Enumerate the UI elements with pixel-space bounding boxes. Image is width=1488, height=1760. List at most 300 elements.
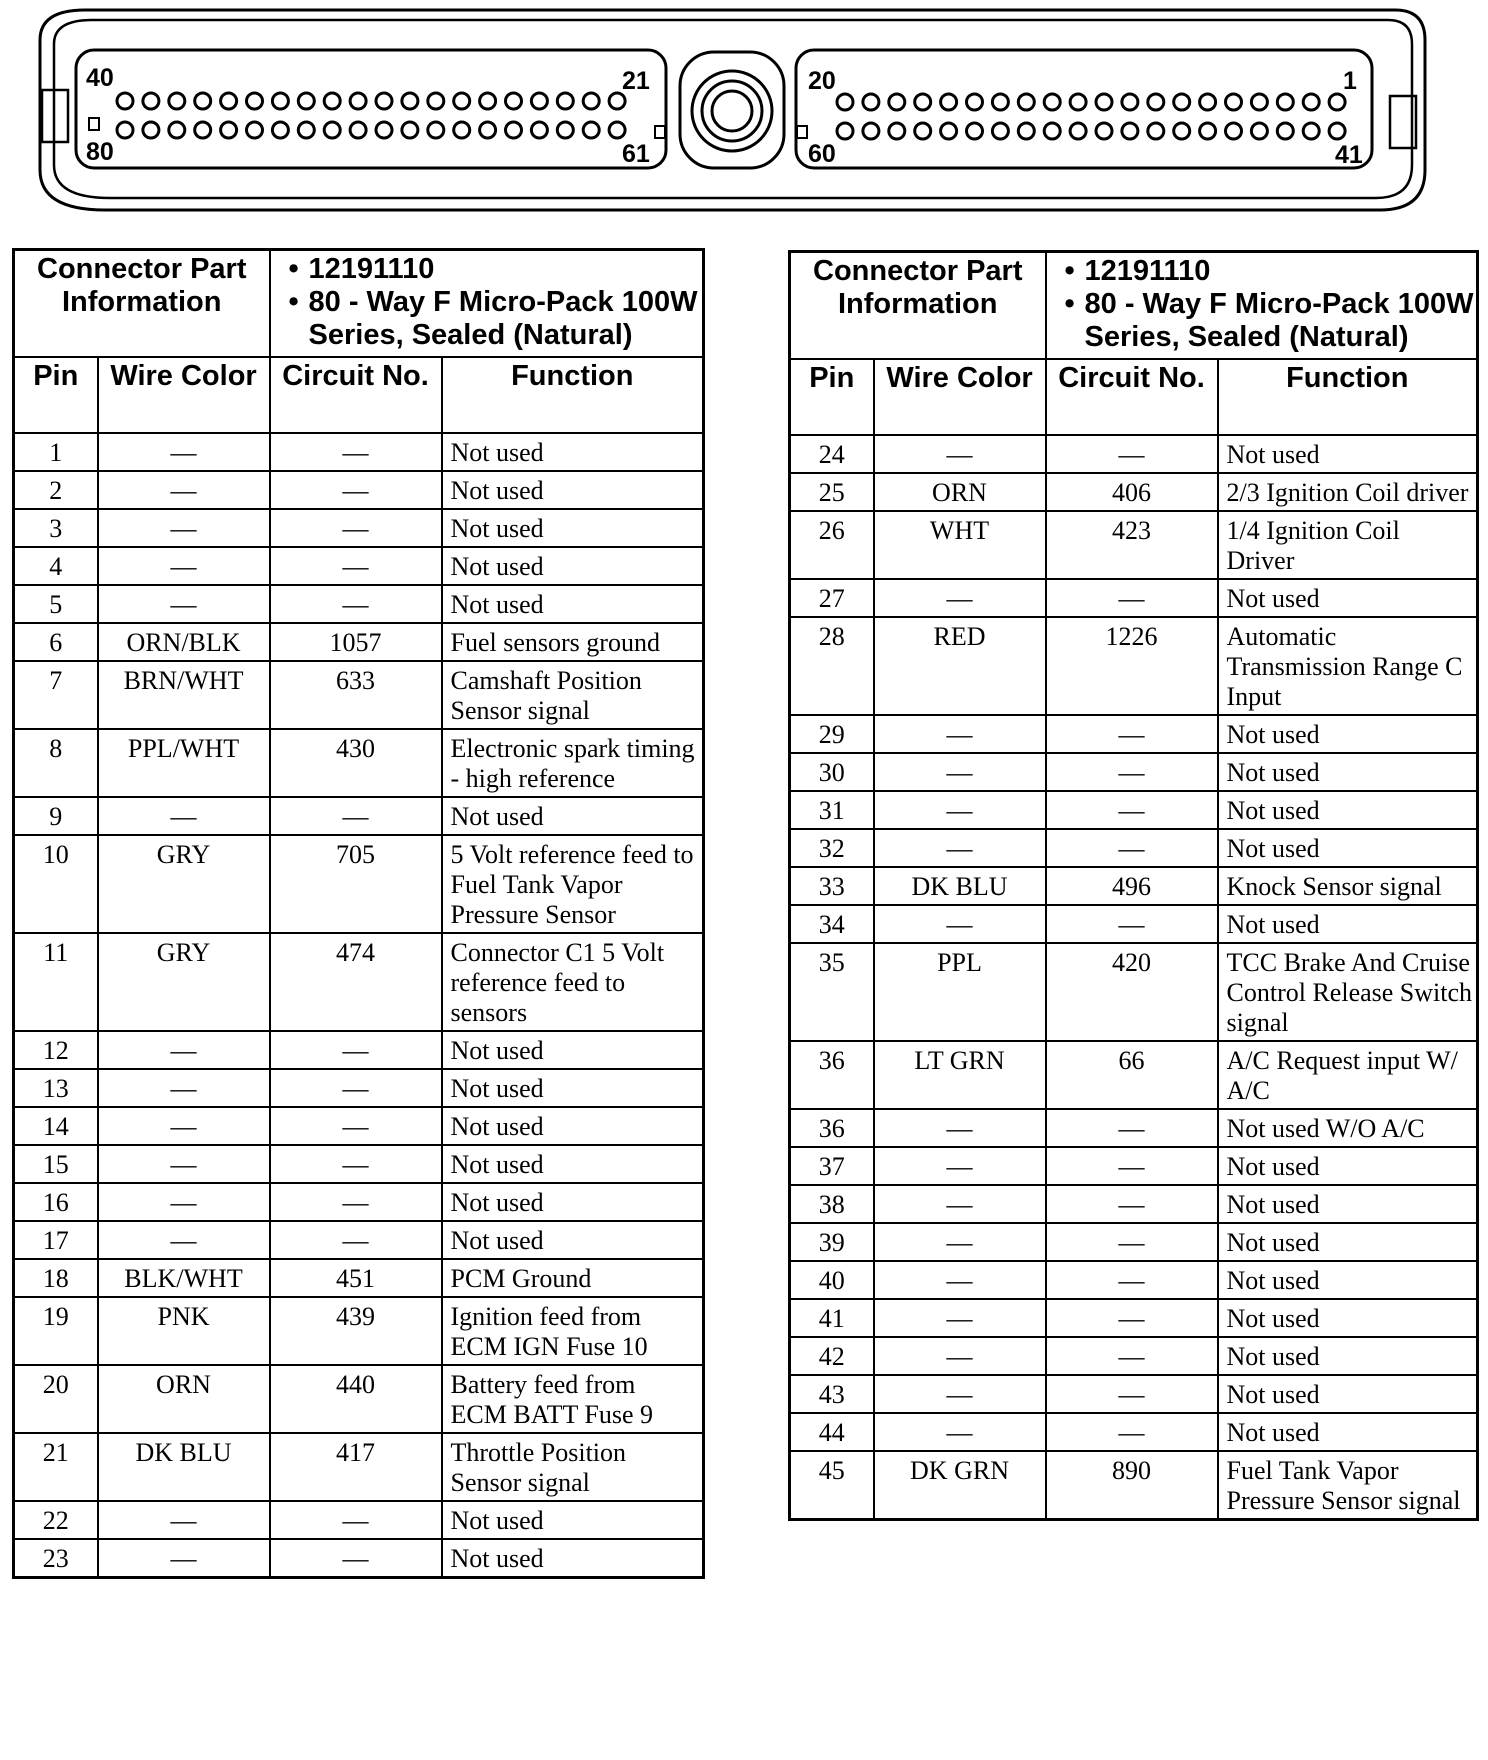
pin-label-41: 41 (1335, 141, 1363, 169)
circuit-number: — (1046, 1261, 1218, 1299)
circuit-number: — (1046, 753, 1218, 791)
pin-cavity-right-r1-10 (1070, 94, 1086, 110)
wire-color: — (874, 1261, 1046, 1299)
pin-function: Not used (1218, 1375, 1478, 1413)
pin-row (14, 547, 704, 585)
pin-number: 3 (14, 509, 98, 547)
pin-function: TCC Brake And Cruise Control Release Switch signal (1218, 943, 1478, 1041)
pin-cavities-left (117, 93, 625, 138)
pin-cavity-right-r1-5 (941, 94, 957, 110)
pin-function: Not used (1218, 435, 1478, 473)
pin-label-21: 21 (622, 67, 650, 95)
pin-number: 29 (790, 715, 874, 753)
col-header-circuit-no: Circuit No. (1046, 359, 1218, 435)
pin-number: 42 (790, 1337, 874, 1375)
pin-row (790, 579, 1478, 617)
wire-color: — (874, 1337, 1046, 1375)
pin-function: Fuel Tank Vapor Pressure Sensor signal (1218, 1451, 1478, 1520)
pin-function: Throttle Position Sensor signal (442, 1433, 704, 1501)
circuit-number: — (270, 1145, 442, 1183)
pin-cavity-right-r2-9 (1044, 123, 1060, 139)
col-header-pin: Pin (14, 357, 98, 433)
part-number: • 12191110 (1085, 255, 1477, 288)
pin-function: Knock Sensor signal (1218, 867, 1478, 905)
pin-function: A/C Request input W/ A/C (1218, 1041, 1478, 1109)
pin-function: Not used (442, 797, 704, 835)
pin-number: 14 (14, 1107, 98, 1145)
pin-cavity-left-r2-10 (350, 122, 366, 138)
pin-function: Not used W/O A/C (1218, 1109, 1478, 1147)
pin-cavity-left-r2-6 (247, 122, 263, 138)
pin-row (790, 511, 1478, 579)
pin-cavity-left-r1-2 (143, 93, 159, 109)
wire-color: GRY (98, 933, 270, 1031)
pin-cavity-left-r1-11 (376, 93, 392, 109)
pin-function: PCM Ground (442, 1259, 704, 1297)
circuit-number: 439 (270, 1297, 442, 1365)
pin-row (14, 1365, 704, 1433)
wire-color: RED (874, 617, 1046, 715)
circuit-number: — (1046, 1223, 1218, 1261)
pin-number: 40 (790, 1261, 874, 1299)
pin-cavity-right-r2-18 (1277, 123, 1293, 139)
pin-row (790, 943, 1478, 1041)
pin-function: Not used (442, 433, 704, 471)
pin-number: 45 (790, 1451, 874, 1520)
pin-function: 2/3 Ignition Coil driver (1218, 473, 1478, 511)
circuit-number: 406 (1046, 473, 1218, 511)
pin-row (790, 1109, 1478, 1147)
wire-color: WHT (874, 511, 1046, 579)
pin-number: 26 (790, 511, 874, 579)
wire-color: — (98, 1221, 270, 1259)
pin-cavity-left-r2-1 (117, 122, 133, 138)
pin-row (790, 791, 1478, 829)
pin-cavity-right-r2-15 (1200, 123, 1216, 139)
pin-row (790, 1223, 1478, 1261)
pin-cavity-left-r1-13 (428, 93, 444, 109)
pin-row (790, 1337, 1478, 1375)
pin-cavity-left-r2-12 (402, 122, 418, 138)
wire-color: — (874, 753, 1046, 791)
pin-cavity-left-r2-15 (480, 122, 496, 138)
connector-shell (40, 10, 1425, 210)
pin-number: 11 (14, 933, 98, 1031)
pin-function: Ignition feed from ECM IGN Fuse 10 (442, 1297, 704, 1365)
wire-color: — (98, 509, 270, 547)
pin-function: Not used (442, 1501, 704, 1539)
wire-color: BLK/WHT (98, 1259, 270, 1297)
pin-function: Not used (442, 547, 704, 585)
circuit-number: 423 (1046, 511, 1218, 579)
pin-row (790, 1185, 1478, 1223)
circuit-number: — (270, 509, 442, 547)
pin-function: 1/4 Ignition Coil Driver (1218, 511, 1478, 579)
circuit-number: — (270, 1069, 442, 1107)
wire-color: — (874, 1223, 1046, 1261)
pin-cavity-left-r2-20 (609, 122, 625, 138)
pin-function: 5 Volt reference feed to Fuel Tank Vapor Pressure Sensor (442, 835, 704, 933)
pin-cavity-right-r1-15 (1200, 94, 1216, 110)
pin-row (790, 617, 1478, 715)
pin-cavity-right-r1-4 (915, 94, 931, 110)
pin-function: Not used (442, 1031, 704, 1069)
col-header-wire-color: Wire Color (98, 357, 270, 433)
pin-function: Connector C1 5 Volt reference feed to sensors (442, 933, 704, 1031)
pin-cavity-left-r1-5 (221, 93, 237, 109)
pin-row (790, 829, 1478, 867)
pin-row (14, 933, 704, 1031)
pin-cavity-right-r1-16 (1226, 94, 1242, 110)
pin-number: 23 (14, 1539, 98, 1578)
pin-function: Automatic Transmission Range C Input (1218, 617, 1478, 715)
circuit-number: — (1046, 579, 1218, 617)
pin-number: 27 (790, 579, 874, 617)
column-header-row (790, 359, 1478, 435)
pin-row (790, 1041, 1478, 1109)
col-header-function: Function (1218, 359, 1478, 435)
pin-cavity-left-r1-19 (583, 93, 599, 109)
pin-number: 8 (14, 729, 98, 797)
wire-color: — (874, 791, 1046, 829)
circuit-number: — (270, 797, 442, 835)
pin-number: 4 (14, 547, 98, 585)
connector-part-info-value (1046, 252, 1478, 360)
pin-row (14, 433, 704, 471)
pin-row (14, 623, 704, 661)
pin-cavity-right-r2-3 (889, 123, 905, 139)
connector-part-info-value (270, 250, 704, 358)
pin-number: 30 (790, 753, 874, 791)
pin-cavity-right-r1-11 (1096, 94, 1112, 110)
pin-cavity-right-r1-19 (1303, 94, 1319, 110)
pin-row (790, 753, 1478, 791)
pin-cavity-left-r1-4 (195, 93, 211, 109)
connector-description: • 80 - Way F Micro-Pack 100W Series, Sealed (Natural) (309, 286, 703, 352)
pin-number: 21 (14, 1433, 98, 1501)
pin-cavity-right-r2-12 (1122, 123, 1138, 139)
wire-color: — (98, 1107, 270, 1145)
circuit-number: — (270, 433, 442, 471)
pin-cavity-left-r1-7 (272, 93, 288, 109)
pin-function: Not used (1218, 1299, 1478, 1337)
wire-color: — (874, 1185, 1046, 1223)
pin-row (14, 585, 704, 623)
pin-row (790, 905, 1478, 943)
connector-info-row (14, 250, 704, 358)
wire-color: DK BLU (98, 1433, 270, 1501)
pin-cavity-right-r2-8 (1018, 123, 1034, 139)
column-header-row (14, 357, 704, 433)
wire-color: — (874, 905, 1046, 943)
pin-number: 15 (14, 1145, 98, 1183)
pin-cavity-left-r2-16 (506, 122, 522, 138)
wire-color: — (98, 797, 270, 835)
circuit-number: 66 (1046, 1041, 1218, 1109)
circuit-number: — (270, 1183, 442, 1221)
pin-number: 25 (790, 473, 874, 511)
pin-number: 41 (790, 1299, 874, 1337)
pin-number: 44 (790, 1413, 874, 1451)
pin-label-60: 60 (808, 140, 836, 168)
pin-cavity-right-r1-3 (889, 94, 905, 110)
pin-number: 5 (14, 585, 98, 623)
col-header-pin: Pin (790, 359, 874, 435)
pin-function: Not used (1218, 1337, 1478, 1375)
circuit-number: — (270, 547, 442, 585)
wire-color: — (874, 1413, 1046, 1451)
wire-color: PPL (874, 943, 1046, 1041)
circuit-number: — (1046, 1185, 1218, 1223)
pin-cavity-right-r1-18 (1277, 94, 1293, 110)
pin-function: Not used (442, 1069, 704, 1107)
circuit-number: 474 (270, 933, 442, 1031)
pin-number: 37 (790, 1147, 874, 1185)
pin-cavity-left-r2-11 (376, 122, 392, 138)
pin-function: Not used (1218, 1261, 1478, 1299)
wire-color: — (98, 1501, 270, 1539)
pin-row (14, 835, 704, 933)
pin-cavity-right-r2-11 (1096, 123, 1112, 139)
pin-row (14, 1069, 704, 1107)
pin-cavity-right-r1-20 (1329, 94, 1345, 110)
wire-color: ORN (98, 1365, 270, 1433)
pinout-rows (790, 435, 1478, 1520)
pin-cavity-left-r1-14 (454, 93, 470, 109)
pin-function: Battery feed from ECM BATT Fuse 9 (442, 1365, 704, 1433)
pin-number: 18 (14, 1259, 98, 1297)
pin-number: 24 (790, 435, 874, 473)
pin-row (790, 473, 1478, 511)
pin-row (14, 661, 704, 729)
pin-number: 34 (790, 905, 874, 943)
pin-number: 22 (14, 1501, 98, 1539)
pin-cavity-right-r2-2 (863, 123, 879, 139)
pin-number: 43 (790, 1375, 874, 1413)
wire-color: — (98, 433, 270, 471)
pin-row (790, 435, 1478, 473)
pin-cavity-right-r2-1 (837, 123, 853, 139)
pin-function: Camshaft Position Sensor signal (442, 661, 704, 729)
pin-function: Not used (1218, 1223, 1478, 1261)
pin-label-80: 80 (86, 138, 114, 166)
wire-color: — (98, 585, 270, 623)
wire-color: — (98, 1145, 270, 1183)
pinout-table-right (788, 250, 1479, 1521)
circuit-number: — (1046, 905, 1218, 943)
pin-number: 16 (14, 1183, 98, 1221)
connector-face-diagram (0, 0, 1488, 225)
wire-color: PNK (98, 1297, 270, 1365)
wire-color: — (98, 1031, 270, 1069)
circuit-number: — (270, 1107, 442, 1145)
pin-function: Not used (442, 509, 704, 547)
col-header-circuit-no: Circuit No. (270, 357, 442, 433)
pin-number: 35 (790, 943, 874, 1041)
circuit-number: 430 (270, 729, 442, 797)
wire-color: GRY (98, 835, 270, 933)
pin-function: Not used (1218, 753, 1478, 791)
circuit-number: 417 (270, 1433, 442, 1501)
pin-cavity-right-r1-6 (967, 94, 983, 110)
wire-color: — (98, 1183, 270, 1221)
wire-color: — (874, 579, 1046, 617)
pin-row (14, 471, 704, 509)
pin-label-40: 40 (86, 64, 114, 92)
pin-label-20: 20 (808, 67, 836, 95)
pin-cavities-right (837, 94, 1345, 139)
pin-cavity-left-r1-3 (169, 93, 185, 109)
wire-color: BRN/WHT (98, 661, 270, 729)
pin-cavity-right-r2-6 (967, 123, 983, 139)
wire-color: — (98, 1539, 270, 1578)
wire-color: — (98, 471, 270, 509)
circuit-number: — (1046, 1109, 1218, 1147)
pin-cavity-left-r1-17 (531, 93, 547, 109)
pin-cavity-right-r1-1 (837, 94, 853, 110)
circuit-number: 633 (270, 661, 442, 729)
pin-cavity-right-r2-14 (1174, 123, 1190, 139)
circuit-number: — (270, 1501, 442, 1539)
pin-number: 7 (14, 661, 98, 729)
circuit-number: — (1046, 829, 1218, 867)
pin-cavity-right-r2-4 (915, 123, 931, 139)
pin-row (790, 1451, 1478, 1520)
pin-row (790, 1147, 1478, 1185)
pin-cavity-left-r2-9 (324, 122, 340, 138)
pin-number: 28 (790, 617, 874, 715)
circuit-number: 451 (270, 1259, 442, 1297)
circuit-number: — (270, 471, 442, 509)
pin-cavity-left-r1-6 (247, 93, 263, 109)
pin-number: 17 (14, 1221, 98, 1259)
pin-function: Not used (1218, 905, 1478, 943)
pin-number: 6 (14, 623, 98, 661)
pin-cavity-left-r1-9 (324, 93, 340, 109)
pin-row (14, 1297, 704, 1365)
pin-function: Not used (442, 1221, 704, 1259)
circuit-number: — (270, 585, 442, 623)
pin-function: Not used (1218, 579, 1478, 617)
wire-color: — (98, 547, 270, 585)
pinout-rows (14, 433, 704, 1578)
pin-cavity-left-r1-10 (350, 93, 366, 109)
circuit-number: 1226 (1046, 617, 1218, 715)
pin-function: Not used (442, 585, 704, 623)
pin-cavity-left-r1-16 (506, 93, 522, 109)
wire-color: — (874, 1147, 1046, 1185)
pin-row (14, 1221, 704, 1259)
circuit-number: — (270, 1031, 442, 1069)
pin-function: Not used (1218, 1147, 1478, 1185)
pin-number: 19 (14, 1297, 98, 1365)
circuit-number: 705 (270, 835, 442, 933)
wire-color: — (874, 715, 1046, 753)
pin-function: Fuel sensors ground (442, 623, 704, 661)
circuit-number: — (1046, 1299, 1218, 1337)
connector-part-info-label: Connector Part Information (790, 252, 1046, 360)
center-bolt (680, 52, 784, 168)
pin-function: Not used (442, 1145, 704, 1183)
wire-color: PPL/WHT (98, 729, 270, 797)
pin-row (14, 797, 704, 835)
pin-row (790, 867, 1478, 905)
circuit-number: 1057 (270, 623, 442, 661)
wire-color: DK BLU (874, 867, 1046, 905)
pin-number: 31 (790, 791, 874, 829)
pin-label-1: 1 (1343, 67, 1357, 95)
circuit-number: — (1046, 1337, 1218, 1375)
pin-cavity-left-r1-1 (117, 93, 133, 109)
pin-number: 20 (14, 1365, 98, 1433)
pin-number: 36 (790, 1041, 874, 1109)
pin-row (14, 1259, 704, 1297)
pin-cavity-right-r2-16 (1226, 123, 1242, 139)
pin-number: 9 (14, 797, 98, 835)
pin-row (14, 729, 704, 797)
circuit-number: 496 (1046, 867, 1218, 905)
pin-cavity-left-r2-13 (428, 122, 444, 138)
part-number: • 12191110 (309, 253, 703, 286)
pin-label-61: 61 (622, 140, 650, 168)
pin-cavity-left-r2-4 (195, 122, 211, 138)
pin-number: 2 (14, 471, 98, 509)
pin-number: 39 (790, 1223, 874, 1261)
pin-function: Not used (1218, 829, 1478, 867)
pin-number: 12 (14, 1031, 98, 1069)
pin-row (790, 715, 1478, 753)
wire-color: — (874, 1109, 1046, 1147)
pin-function: Not used (442, 1183, 704, 1221)
pin-function: Not used (442, 471, 704, 509)
pin-cavity-left-r2-2 (143, 122, 159, 138)
pin-function: Not used (442, 1539, 704, 1578)
pin-row (14, 1539, 704, 1578)
wire-color: DK GRN (874, 1451, 1046, 1520)
pin-cavity-right-r1-12 (1122, 94, 1138, 110)
pin-row (14, 509, 704, 547)
pin-cavity-left-r2-18 (557, 122, 573, 138)
pin-function: Not used (442, 1107, 704, 1145)
pin-number: 33 (790, 867, 874, 905)
pin-cavity-left-r2-17 (531, 122, 547, 138)
wire-color: — (98, 1069, 270, 1107)
pin-cavity-right-r2-13 (1148, 123, 1164, 139)
pin-cavity-left-r2-14 (454, 122, 470, 138)
connector-part-info-label: Connector Part Information (14, 250, 270, 358)
pin-cavity-right-r2-19 (1303, 123, 1319, 139)
circuit-number: 420 (1046, 943, 1218, 1041)
circuit-number: — (1046, 715, 1218, 753)
col-header-function: Function (442, 357, 704, 433)
pin-cavity-left-r2-3 (169, 122, 185, 138)
pinout-table-left (12, 248, 705, 1579)
pin-row (14, 1107, 704, 1145)
pin-number: 13 (14, 1069, 98, 1107)
pin-cavity-left-r1-15 (480, 93, 496, 109)
pin-cavity-right-r1-9 (1044, 94, 1060, 110)
col-header-wire-color: Wire Color (874, 359, 1046, 435)
connector-info-row (790, 252, 1478, 360)
pin-number: 1 (14, 433, 98, 471)
pin-cavity-right-r2-5 (941, 123, 957, 139)
circuit-number: — (1046, 791, 1218, 829)
pin-cavity-right-r1-14 (1174, 94, 1190, 110)
pin-row (14, 1145, 704, 1183)
pin-function: Not used (1218, 715, 1478, 753)
pin-cavity-left-r2-8 (298, 122, 314, 138)
circuit-number: — (1046, 1375, 1218, 1413)
